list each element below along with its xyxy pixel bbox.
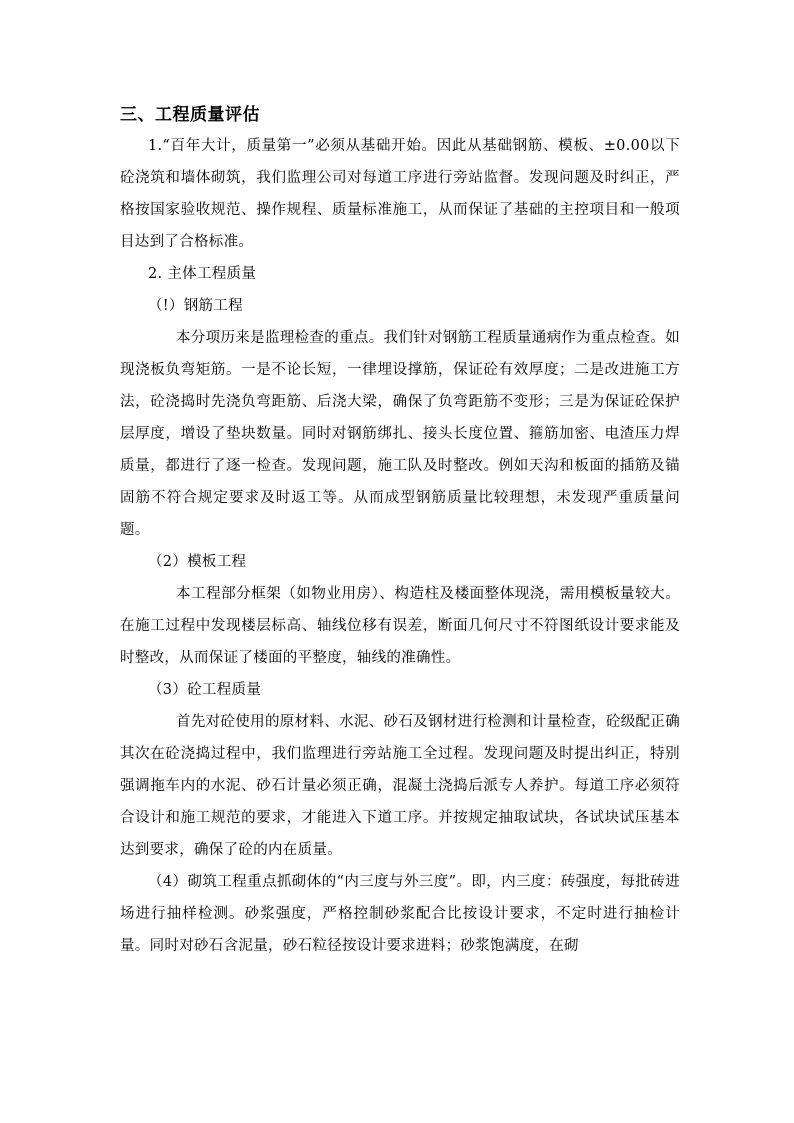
paragraph-rebar: 本分项历来是监理检查的重点。我们针对钢筋工程质量通病作为重点检查。如现浇板负弯矩筋。一是不论长短，一律埋设撑筋，保证砼有效厚度；二是改进施工方法，砼浇捣时先浇负弯距筋、后浇大梁，确保了负弯距筋不变形；三是为保证砼保护层厚度，增设了垫块数量。同时对钢筋绑扎、接头长度位置、箍筋加密、电渣压力焊质量，都进行了逐一检查。发现问题，施工队及时整改。例如天沟和板面的插筋及锚固筋不符合规定要求及时返工等。从而成型钢筋质量比较理想，未发现严重质量问题。 (120, 330, 680, 538)
section-heading: 三、工程质量评估 (120, 105, 260, 125)
subheading-formwork: （2）模板工程 (148, 554, 247, 570)
paragraph-concrete: 首先对砼使用的原材料、水泥、砂石及钢材进行检测和计量检查，砼级配正确 其次在砼浇捣过程中，我们监理进行旁站施工全过程。发现问题及时提出纠正，特别强调拖车内的水泥、砂石计量必须正确，混凝土浇捣后派专人养护。每道工序必须符合设计和施工规范的要求，才能进入下道工序。并按规定抽取试块，各试块试压基本达到要求，确保了砼的内在质量。 (120, 714, 680, 858)
document-body (120, 100, 680, 962)
subheading-rebar: （!）钢筋工程 (148, 298, 243, 314)
paragraph-masonry: （4）砌筑工程重点抓砌体的“内三度与外三度”。即，内三度：砖强度，每批砖进场进行抽样检测。砂浆强度，严格控制砂浆配合比按设计要求，不定时进行抽检计量。同时对砂石含泥量，砂石粒径按设计要求进料；砂浆饱满度，在砌 (120, 874, 680, 954)
paragraph-foundation-quality: 1.“百年大计，质量第一”必须从基础开始。因此从基础钢筋、模板、±0.00以下砼浇筑和墙体砌筑，我们监理公司对每道工序进行旁站监督。发现问题及时纠正，严格按国家验收规范、操作规程、质量标准施工，从而保证了基础的主控项目和一般项目达到了合格标准。 (120, 138, 680, 250)
paragraph-formwork: 本工程部分框架（如物业用房）、构造柱及楼面整体现浇，需用模板量较大。在施工过程中发现楼层标高、轴线位移有误差，断面几何尺寸不符图纸设计要求能及时整改，从而保证了楼面的平整度，轴线的准确性。 (120, 586, 680, 666)
subheading-concrete: （3）砼工程质量 (148, 682, 262, 698)
subheading-main-structure: 2. 主体工程质量 (148, 266, 257, 282)
